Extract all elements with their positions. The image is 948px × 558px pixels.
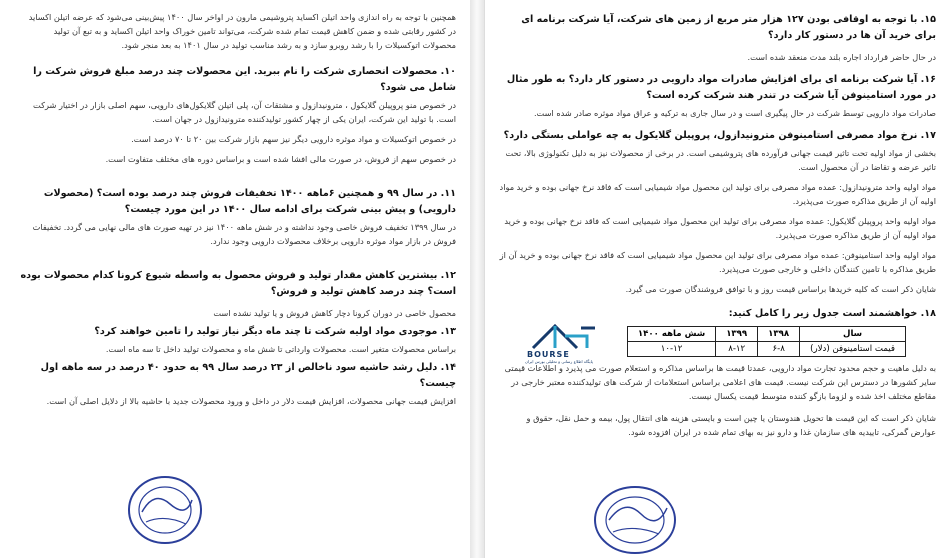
company-stamp-left	[120, 470, 210, 550]
answer-10-part2: در خصوص اتوکسیلات و مواد موثره دارویی دیگر نیز سهم بازار شرکت بین ۲۰ تا ۷۰ درصد است.	[131, 134, 456, 144]
table-header-cell: سال	[800, 327, 906, 342]
table-row-label: قیمت استامینوفن (دلار)	[800, 342, 906, 357]
question-11: ۱۱. در سال ۹۹ و همچنین ۶ماهه ۱۴۰۰ تخفیفات فروش چند درصد بوده است؟ (محصولات دارویی) و پیش بینی شرکت برای ادامه سال ۱۴۰۰ در این مورد چیست؟	[43, 188, 456, 215]
answer-17-part3: مواد اولیه واحد پروپیلن گلایکول: عمده مواد مصرفی برای تولید این محصول مواد شیمیایی است که فاقد نرخ جهانی بوده و خرید مواد اولیه آن از طریق مذاکره صورت می‌پذیرد.	[504, 216, 936, 240]
bourse-logo-icon	[525, 322, 605, 352]
answer-10-part1: در خصوص منو پروپیلن گلایکول ، مترونیدازول و مشتقات آن، پلی اتیلن گلایکول‌های دارویی، سهم اصلی بازار در اختیار شرکت است. با تولید این شرکت، ایران یکی از چهار کشور تولیدکننده مترونیدازول در جهان است.	[33, 100, 456, 124]
question-14: ۱۴. دلیل رشد حاشیه سود ناخالص از ۲۳ درصد سال ۹۹ به حدود ۴۰ درصد در سه ماهه اول چیست؟	[40, 362, 456, 389]
answer-16: صادرات مواد دارویی توسط شرکت در حال پیگیری است و در سال جاری به ترکیه و عراق مواد موثره صادر شده است.	[533, 108, 936, 118]
intro-paragraph: همچنین با توجه به راه اندازی واحد اتیلن اکساید پتروشیمی مارون در اواخر سال ۱۴۰۰ پیش‌بینی می‌شود که عرضه اتیلن اکساید در کشور رقابتی شده و ضمن کاهش قیمت تمام شده شرکت، می‌تواند تامین خوراک واحد اتیلن اکساید و به تبع آن تولید محصولات اتوکسیلات را با رشد روبرو سازد و به رشد مناسب تولید در سال ۱۴۰۱ به بعد منجر شود.	[28, 12, 456, 50]
bourse-logo-word: BOURSE	[527, 350, 570, 359]
table-cell: ۱۰-۱۲	[627, 342, 715, 357]
page-gutter	[470, 0, 484, 558]
question-10: ۱۰. محصولات انحصاری شرکت را نام ببرید. این محصولات چند درصد مبلغ فروش شرکت را شامل می شود؟	[33, 66, 456, 93]
bourse-logo-tagline: پایگاه اطلاع رسانی و تحلیلی بورس ایران	[525, 359, 593, 364]
answer-17-part4: مواد اولیه واحد استامینوفن: عمده مواد مصرفی برای تولید این محصول مواد شیمیایی است که فاقد نرخ جهانی بوده و خرید آن از طریق مذاکره با تامین کنندگان داخلی و خارجی صورت می‌پذیرد.	[499, 250, 936, 274]
answer-15: در حال حاضر قرارداد اجاره بلند مدت منعقد شده است.	[747, 52, 936, 62]
answer-10-part3: در خصوص سهم از فروش، در صورت مالی افشا شده است و براساس دوره های مختلف متفاوت است.	[105, 154, 456, 164]
question-13: ۱۳. موجودی مواد اولیه شرکت تا چند ماه دیگر نیاز تولید را تامین خواهند کرد؟	[94, 326, 456, 337]
answer-18-part1: به دلیل ماهیت و حجم محدود تجارت مواد دارویی، عمدتا قیمت ها براساس مذاکره و استعلام صورت می پذیرد و اطلاعات قیمتی سایر کشورها در دسترس این شرکت نیست. قیمت های اعلامی براساس استعلامات از شرکت های تولیدکننده معتبر خارجی در مقاطع مختلف اخذ شده و لزوما بازگو کننده متوسط قیمت یکسال نیست.	[504, 363, 936, 401]
company-stamp-right	[585, 480, 685, 558]
table-header-row	[627, 327, 905, 342]
answer-12: محصول خاصی در دوران کرونا دچار کاهش فروش و یا تولید نشده است	[213, 308, 456, 318]
answer-14: افزایش قیمت جهانی محصولات، افزایش قیمت دلار در داخل و ورود محصولات جدید با حاشیه بالا از دلایل اصلی آن است.	[46, 396, 456, 406]
bourse-logo	[525, 322, 605, 364]
table-row	[627, 342, 905, 357]
table-header-cell: ۱۳۹۹	[716, 327, 758, 342]
answer-18-part2: شایان ذکر است که این قیمت ها تحویل هندوستان یا چین است و بایستی هزینه های انتقال پول، بیمه و حمل نقل، حقوق و عوارض گمرکی، تاییدیه های سازمان غذا و دارو نیز به بهای تمام شده در ایران افزوده شود.	[526, 413, 936, 437]
answer-13: براساس محصولات متغیر است. محصولات وارداتی تا شش ماه و محصولات تولید داخل تا سه ماه است.	[105, 344, 456, 354]
question-16: ۱۶. آیا شرکت برنامه ای برای افزایش صادرات مواد دارویی در دستور کار دارد؟ به طور مثال در مورد استامینوفن آیا شرکت در تندر هند شرکت کرده است؟	[506, 74, 936, 101]
question-12: ۱۲. بیشترین کاهش مقدار تولید و فروش محصول به واسطه شیوع کرونا کدام محصولات بوده است؟ چند درصد کاهش تولید و فروش؟	[20, 270, 456, 297]
answer-17-part5: شایان ذکر است که کلیه خریدها براساس قیمت روز و با توافق فروشندگان صورت می گیرد.	[625, 284, 936, 294]
left-page	[0, 0, 470, 558]
right-page	[484, 0, 948, 558]
table-cell: ۸-۱۲	[716, 342, 758, 357]
table-header-cell: شش ماهه ۱۴۰۰	[627, 327, 715, 342]
question-17: ۱۷. نرخ مواد مصرفی استامینوفن مترونیدازول، پروپیلن گلایکول به چه عواملی بستگی دارد؟	[503, 130, 936, 141]
table-header-cell: ۱۳۹۸	[758, 327, 800, 342]
question-15: ۱۵. با توجه به اوقافی بودن ۱۲۷ هزار متر مربع از زمین های شرکت، آیا شرکت برنامه ای برای خرید آن ها در دستور کار دارد؟	[521, 14, 936, 41]
table-cell: ۶-۸	[758, 342, 800, 357]
question-18: ۱۸. خواهشمند است جدول زیر را کامل کنید:	[728, 308, 936, 319]
answer-11: در سال ۱۳۹۹ تخفیف فروش خاصی وجود نداشته و در شش ماهه ۱۴۰۰ نیز در تهیه صورت های مالی نهایی می گردد. تخفیفات فروش در بازار مواد موثره دارویی برخلاف محصولات دارویی وجود ندارد.	[32, 222, 456, 246]
answer-17-part2: مواد اولیه واحد مترونیدازول: عمده مواد مصرفی برای تولید این محصول مواد شیمیایی است که فاقد نرخ جهانی بوده و خرید مواد اولیه آن از طریق مذاکره صورت می‌پذیرد.	[499, 182, 936, 206]
price-table	[627, 326, 906, 357]
answer-17-part1: بخشی از مواد اولیه تحت تاثیر قیمت جهانی فرآورده های پتروشیمی است. در برخی از محصولات نیز به دلیل تکنولوژی بالا، تحت تاثیر عرضه و تقاضا در آن محصول است.	[505, 148, 936, 172]
